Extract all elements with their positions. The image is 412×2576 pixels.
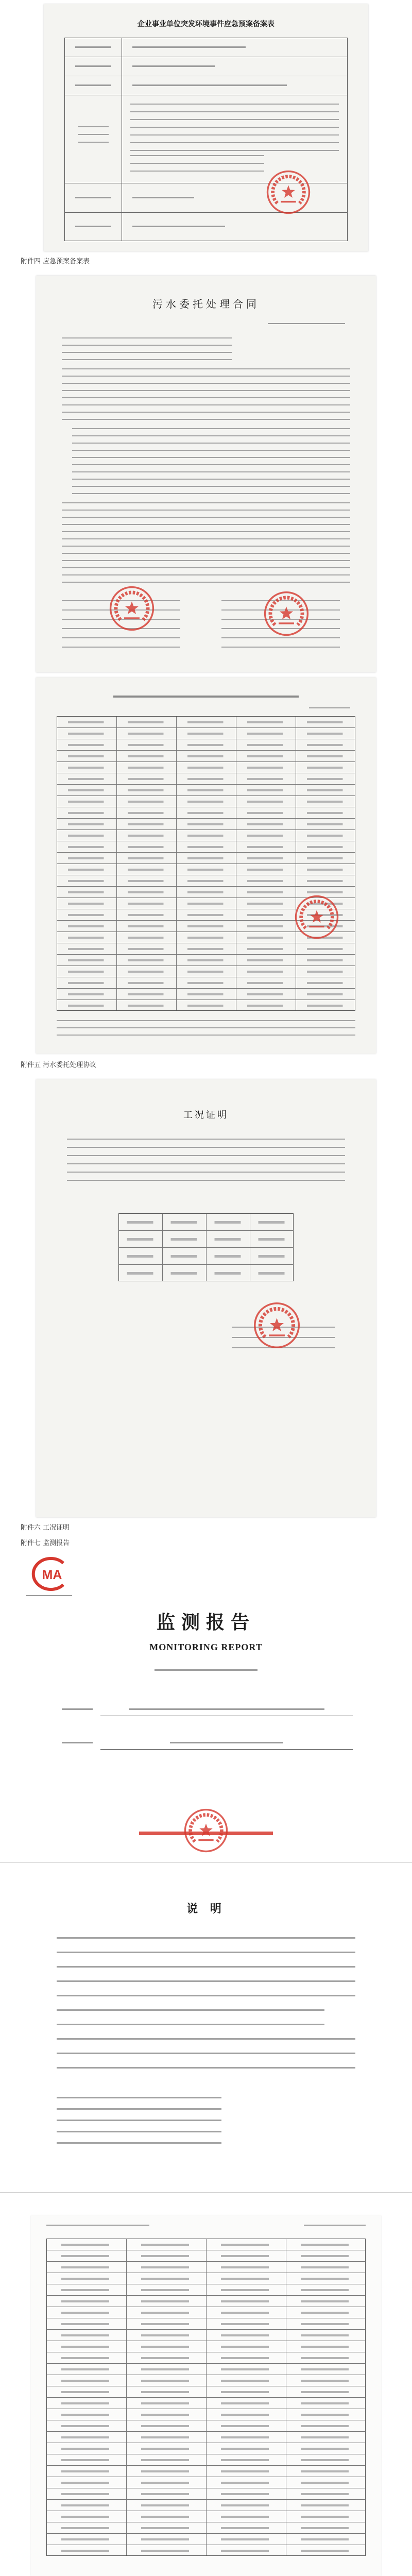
contract-text bbox=[62, 368, 350, 420]
form-row-label bbox=[65, 213, 122, 241]
text-line bbox=[75, 84, 111, 86]
official-seal bbox=[108, 585, 156, 632]
form-row-value bbox=[122, 183, 347, 212]
contract-text bbox=[62, 502, 350, 583]
text-line bbox=[75, 46, 111, 48]
official-seal bbox=[294, 894, 340, 940]
attachment-label-report: 附件七 监测报告 bbox=[21, 1539, 70, 1547]
report-data-page bbox=[31, 2215, 381, 2576]
sewage-fee-table-page bbox=[36, 677, 376, 1054]
form-row bbox=[65, 38, 347, 57]
seal-bottom-text bbox=[124, 617, 140, 619]
form-row bbox=[65, 57, 347, 76]
notes-item bbox=[57, 1966, 355, 1997]
notes-title: 说 明 bbox=[186, 1903, 226, 1916]
monitoring-report-cover bbox=[0, 1551, 412, 1865]
seal-star bbox=[282, 185, 295, 198]
page-divider bbox=[0, 1862, 412, 1863]
seal-star bbox=[310, 910, 323, 923]
seal-bottom-text bbox=[281, 201, 296, 202]
official-seal bbox=[183, 1807, 229, 1854]
official-seal bbox=[265, 169, 312, 215]
notes-item bbox=[57, 2009, 324, 2026]
client-underline bbox=[100, 1749, 353, 1750]
contract-title: 污水委托处理合同 bbox=[152, 298, 260, 310]
contract-parties bbox=[62, 337, 232, 360]
contract-text bbox=[72, 428, 350, 494]
seal-bottom-text bbox=[279, 622, 294, 624]
condition-proof-page bbox=[36, 1079, 376, 1517]
seal-star bbox=[125, 601, 139, 614]
production-condition-table bbox=[118, 1213, 294, 1281]
project-name-value bbox=[129, 1708, 324, 1710]
page-header-line bbox=[304, 2225, 366, 2226]
text-lines bbox=[78, 126, 109, 149]
fee-table-heading bbox=[113, 696, 299, 698]
form-row-value bbox=[122, 76, 347, 95]
attachment-label-agreement: 附件五 污水委托处理协议 bbox=[21, 1061, 97, 1069]
cma-logo-letters: MA bbox=[42, 1568, 62, 1582]
text-line bbox=[75, 197, 111, 198]
page-divider bbox=[0, 2192, 412, 2193]
seal-star bbox=[280, 606, 293, 619]
report-notes-page bbox=[0, 1875, 412, 2195]
official-seal bbox=[252, 1301, 301, 1350]
notes-item bbox=[57, 1937, 355, 1954]
condition-proof-title: 工况证明 bbox=[183, 1110, 229, 1121]
text-line bbox=[132, 65, 215, 67]
notes-item bbox=[57, 2038, 355, 2069]
report-basic-info-table bbox=[46, 2239, 366, 2556]
client-value bbox=[170, 1742, 283, 1743]
seal-star bbox=[270, 1318, 284, 1331]
page-header-line bbox=[46, 2225, 149, 2226]
text-line bbox=[75, 65, 111, 67]
form-row-value bbox=[122, 95, 347, 183]
form-row-value bbox=[122, 38, 347, 57]
cma-logo bbox=[23, 1556, 75, 1592]
project-name-label bbox=[62, 1708, 93, 1710]
form-row-value bbox=[122, 57, 347, 76]
cma-number-line bbox=[26, 1595, 72, 1596]
contract-number-line bbox=[268, 323, 345, 324]
form-row-label bbox=[65, 95, 122, 183]
text-lines bbox=[130, 104, 339, 151]
fee-table bbox=[57, 716, 355, 1011]
client-label bbox=[62, 1742, 93, 1743]
fee-table-unit bbox=[309, 707, 350, 708]
text-line bbox=[75, 226, 111, 227]
report-title-en: MONITORING REPORT bbox=[149, 1642, 263, 1652]
text-line bbox=[132, 197, 194, 198]
condition-proof-text bbox=[67, 1139, 345, 1186]
attachment-label-filing: 附件四 应急预案备案表 bbox=[21, 258, 90, 265]
text-line bbox=[132, 84, 287, 86]
seal-bottom-text bbox=[269, 1334, 285, 1336]
form-row-value bbox=[122, 213, 347, 241]
filing-form-title: 企业事业单位突发环境事件应急预案备案表 bbox=[138, 20, 274, 28]
seal-bottom-text bbox=[309, 926, 324, 927]
agency-contact-info bbox=[57, 2097, 221, 2154]
testing-agency-name bbox=[139, 1832, 273, 1835]
report-number-line bbox=[154, 1669, 258, 1671]
fee-table-notes bbox=[57, 1020, 355, 1041]
form-row-label bbox=[65, 57, 122, 76]
form-row-label bbox=[65, 183, 122, 212]
official-seal bbox=[263, 590, 310, 637]
text-lines bbox=[130, 155, 264, 176]
sewage-contract-page bbox=[36, 276, 376, 672]
text-line bbox=[132, 226, 225, 227]
seal-bottom-text bbox=[198, 1839, 213, 1841]
form-row-label bbox=[65, 38, 122, 57]
attachment-label-condition: 附件六 工况证明 bbox=[21, 1524, 70, 1532]
form-row bbox=[65, 76, 347, 95]
text-line bbox=[132, 46, 246, 48]
form-row-label bbox=[65, 76, 122, 95]
form-row bbox=[65, 213, 347, 241]
filing-form-page bbox=[44, 4, 368, 251]
report-title: 监测报告 bbox=[156, 1612, 255, 1633]
